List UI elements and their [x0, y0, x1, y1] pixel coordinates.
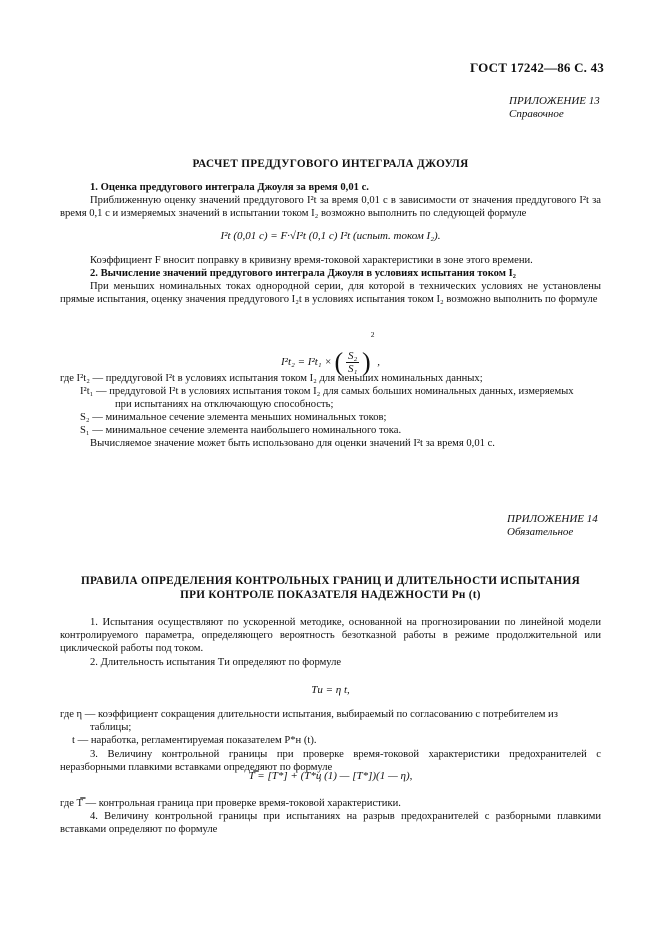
paragraph-4: 4. Величину контрольной границы при испытаниях на разрыв предохранителей с разборными плавкими вставками определяют по формуле: [60, 811, 601, 836]
section-2-formula: [60, 330, 601, 377]
section-2-heading: 2. Вычисление значений преддугового интеграла Джоуля в условиях испытания током I₂: [90, 268, 516, 279]
where-2-item-1a: где η — коэффициент сокращения длительности испытания, выбираемый по согласованию с потребителем из: [60, 709, 558, 720]
where-item-4: S₁ — минимальное сечение элемента наибольшего номинального тока.: [80, 425, 402, 437]
where-2-item-2: t — наработка, регламентируемая показателем P*н (t).: [72, 735, 317, 747]
paragraph-2: 2. Длительность испытания Tи определяют по формуле: [90, 657, 342, 668]
section-1-heading: 1. Оценка преддугового интеграла Джоуля за время 0,01 с.: [90, 182, 369, 193]
paren-open: (: [334, 347, 344, 377]
page-header: ГОСТ 17242—86 С. 43: [470, 60, 604, 75]
formula-3: T̿ = [T*] + (T*ц (1) — [T*])(1 — η),: [248, 770, 413, 782]
where-item-2a: I²t₁ — преддуговой I²t в условиях испытания током I₂ для самых больших номинальных данных, измеряемых: [80, 386, 574, 398]
where-item-1: где I²t₂ — преддуговой I²t в условиях испытания током I₂ для меньших номинальных данных;: [60, 373, 483, 384]
section-1-formula: I²t (0,01 с) = F·√I²t (0,1 с) I²t (испыт. током I₂).: [220, 230, 441, 242]
where-list-2: [60, 708, 601, 747]
appendix-14-label-block: [507, 513, 598, 539]
section-2-final: Вычисляемое значение может быть использовано для оценки значений I²t за время 0,01 с.: [90, 438, 495, 450]
where-3: где T̿ — контрольная граница при проверке время-токовой характеристики.: [60, 798, 401, 809]
appendix-13-type: Справочное: [509, 108, 564, 120]
appendix-14-title-line1: ПРАВИЛА ОПРЕДЕЛЕНИЯ КОНТРОЛЬНЫХ ГРАНИЦ И ДЛИТЕЛЬНОСТИ ИСПЫТАНИЯ: [81, 575, 580, 587]
appendix-13-label: ПРИЛОЖЕНИЕ 13: [509, 95, 600, 107]
section-2-text: При меньших номинальных токах однородной серии, для которой в технических условиях не установлены прямые испытания, оценку значения преддугового I₂t в условиях испытания током I₂ возможно выполнить по формуле: [60, 281, 601, 306]
fraction-numerator: S₂: [347, 349, 358, 362]
appendix-14-title-line2: ПРИ КОНТРОЛЕ ПОКАЗАТЕЛЯ НАДЕЖНОСТИ Pн (t): [180, 589, 481, 601]
where-2-item-1b: таблицы;: [90, 722, 132, 734]
power-2: 2: [370, 330, 375, 339]
appendix-14-type: Обязательное: [507, 526, 574, 538]
appendix-13-label-block: [509, 95, 600, 121]
where-item-3: S₂ — минимальное сечение элемента меньших номинальных токов;: [80, 412, 387, 424]
paragraph-1: 1. Испытания осуществляют по ускоренной методике, основанной на прогнозировании по линейной модели контролируемого параметра, определяющего вероятность безотказной работы в режиме продолжительной или циклической работы под током.: [60, 617, 601, 655]
paren-close: ): [362, 347, 371, 377]
fraction-denominator: S₁: [347, 362, 358, 375]
where-item-2b: при испытаниях на отключающую способность;: [115, 399, 334, 411]
where-list: [60, 372, 601, 451]
formula-2: Tи = η t,: [311, 684, 350, 696]
paragraph-3: 3. Величину контрольной границы при проверке время-токовой характеристики предохранителей с неразборными плавкими вставками определяют по формуле: [60, 749, 601, 774]
appendix-13-title: РАСЧЕТ ПРЕДДУГОВОГО ИНТЕГРАЛА ДЖОУЛЯ: [192, 158, 469, 170]
appendix-14-title: [60, 574, 601, 602]
formula-right: ,: [377, 356, 380, 368]
appendix-14-label: ПРИЛОЖЕНИЕ 14: [507, 513, 598, 525]
section-1-text: Приближенную оценку значений преддугового I²t за время 0,01 с в зависимости от значения преддугового I²t за время 0,1 с и измеряемых значений в испытании током I₂ возможно выполнить по следующей формуле: [60, 195, 601, 220]
formula-left: I²t₂ = I²t₁ ×: [281, 356, 332, 368]
section-1-note: Коэффициент F вносит поправку в кривизну время-токовой характеристики в зоне этого времени.: [90, 255, 533, 266]
